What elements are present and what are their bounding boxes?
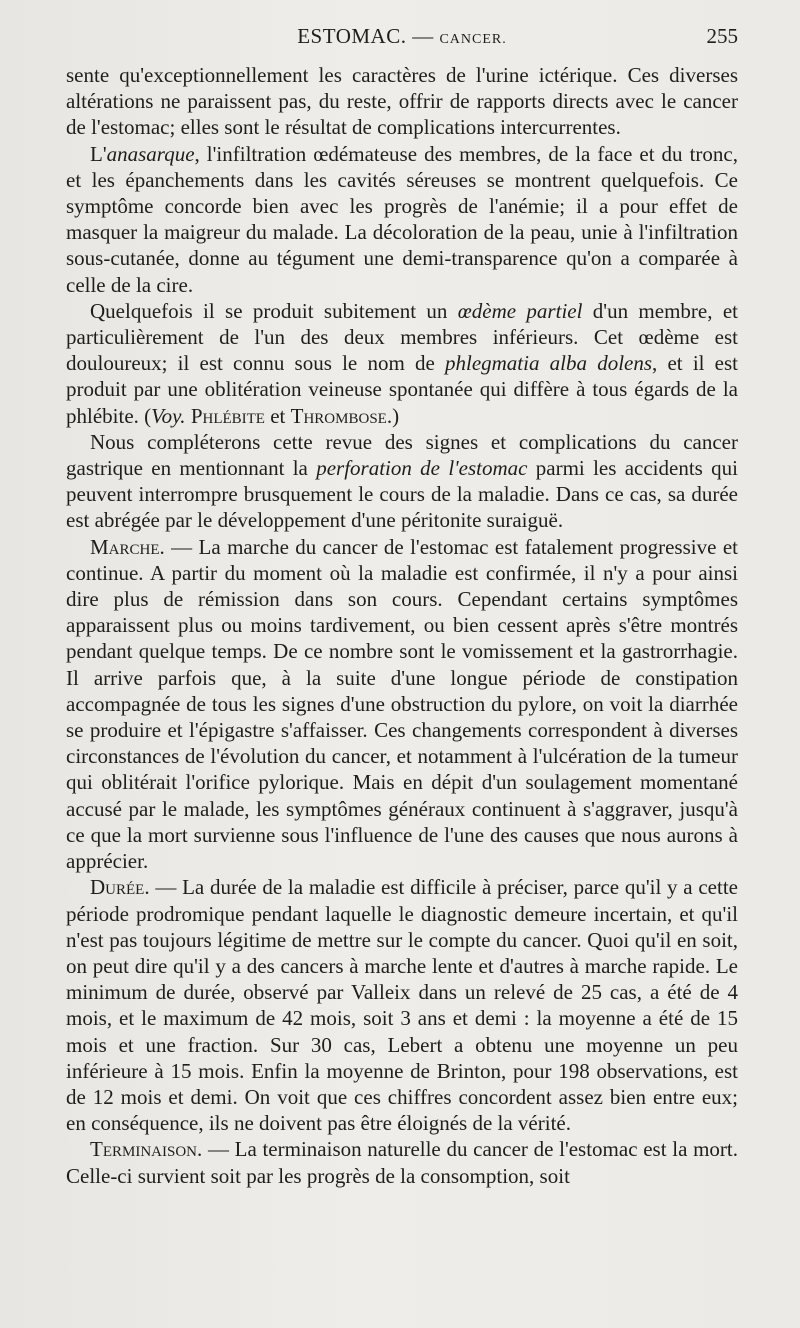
paragraph-continuation: sente qu'exceptionnellement les caractères de l'urine ictérique. Ces diverses altérations ne paraissent pas, du reste, offrir de rapports directs avec le cancer de l'estomac; elles sont le résultat de complications intercurrentes. — [66, 63, 738, 140]
text-run: Nous compléterons cette revue des signes et complications du cancer gastrique en mentionnant la — [66, 429, 738, 481]
paragraph-duree — [66, 874, 738, 1136]
text-run: — La marche du cancer de l'estomac est fatalement progressive et continue. A partir du moment où la maladie est confirmée, il n'y a pour ainsi dire plus de rémission dans son cours. Cependant certains symptômes apparaissent plus ou moins tardivement, ou bien cessent après s'être montrés pendant quelque temps. De ce nombre sont le vomissement et la gastrorrhagie. Il arrive parfois que, à la suite d'une longue période de constipation accompagnée de tous les signes d'une obstruction du pylore, on voit la diarrhée se produire et l'épigastre s'affaisser. Ces changements correspondent à diverses circonstances de l'évolution du cancer, et notamment à l'ulcération de la tumeur qui oblitérait l'orifice pylorique. Mais en dépit d'un soulagement momentané accusé par le malade, les symptômes généraux continuent à s'aggraver, jusqu'à ce que la mort survienne sous l'influence de l'une des causes que nous aurons à apprécier. — [66, 534, 738, 874]
section-heading-terminaison: Terminaison. — [90, 1137, 203, 1162]
text-run: et — [264, 403, 291, 428]
text-run: .) — [386, 403, 400, 428]
paragraph-terminaison — [66, 1136, 738, 1188]
text-run: — La terminaison naturelle du cancer de l'estomac est la mort. Celle-ci survient soit par les progrès de la consomption, soit — [66, 1137, 738, 1188]
text-run: , l'infiltration œdémateuse des membres, de la face et du tronc, et les épanchements dans les cavités séreuses se montrent quelquefois. Ce symptôme concorde bien avec les progrès de l'anémie; il a pour effet de masquer la maigreur du malade. La décoloration de la peau, unie à l'infiltration sous-cutanée, donne au tégument une demi-transparence qu'on a comparée à celle de la cire. — [66, 141, 738, 297]
header-title: ESTOMAC. — [297, 24, 407, 48]
paragraph-perforation — [66, 429, 738, 534]
page-number: 255 — [706, 24, 738, 48]
section-heading-marche: Marche. — [90, 534, 165, 559]
paragraph-anasarque — [66, 141, 738, 298]
italic-term: perforation de l'estomac — [316, 456, 528, 481]
cross-reference-thrombose: Thrombose — [290, 403, 387, 428]
text-run: Quelquefois il se produit subitement un — [90, 298, 458, 323]
running-header — [66, 18, 738, 58]
text-run: , et il est produit par une oblitération veineuse spontanée qui diffère à tous égards de la phlébite. ( — [66, 351, 739, 428]
page-body — [66, 62, 738, 1189]
text-run: parmi les accidents qui peuvent interrompre brusquement le cours de la maladie. Dans ce cas, sa durée est abrégée par le développement d'une péritonite suraiguë. — [66, 456, 738, 533]
cross-reference-phlebite: Phlébite — [190, 403, 265, 428]
paragraph-marche — [66, 534, 738, 875]
header-subtitle: CANCER. — [439, 32, 507, 47]
section-heading-duree: Durée. — [90, 875, 150, 900]
italic-term: anasarque — [106, 141, 195, 166]
paragraph-oedeme — [66, 298, 738, 429]
header-separator: — — [412, 24, 434, 48]
text-run: d'un membre, et particulièrement de l'un des deux membres inférieurs. Cet œdème est douloureux; il est connu sous le nom de — [66, 298, 738, 376]
voy-reference: Voy. — [151, 403, 186, 428]
running-title — [66, 24, 738, 49]
italic-term: phlegmatia alba dolens — [444, 351, 653, 376]
text-run: — La durée de la maladie est difficile à préciser, parce qu'il y a cette période prodromique pendant laquelle le diagnostic demeure incertain, et qu'il n'est pas toujours légitime de mettre sur le compte du cancer. Quoi qu'il en soit, on peut dire qu'il y a des cancers à marche lente et d'autres à marche rapide. Le minimum de durée, observé par Valleix dans un relevé de 25 cas, a été de 4 mois, et le maximum de 42 mois, soit 3 ans et demi : la moyenne a été de 15 mois et une fraction. Sur 30 cas, Lebert a obtenu une moyenne un peu inférieure à 15 mois. Enfin la moyenne de Brinton, pour 198 observations, est de 12 mois et demi. On voit que ces chiffres concordent assez bien entre eux; en conséquence, ils ne doivent pas être éloignés de la vérité. — [66, 875, 738, 1136]
text-run: L' — [90, 141, 107, 166]
italic-term: œdème partiel — [457, 298, 583, 323]
